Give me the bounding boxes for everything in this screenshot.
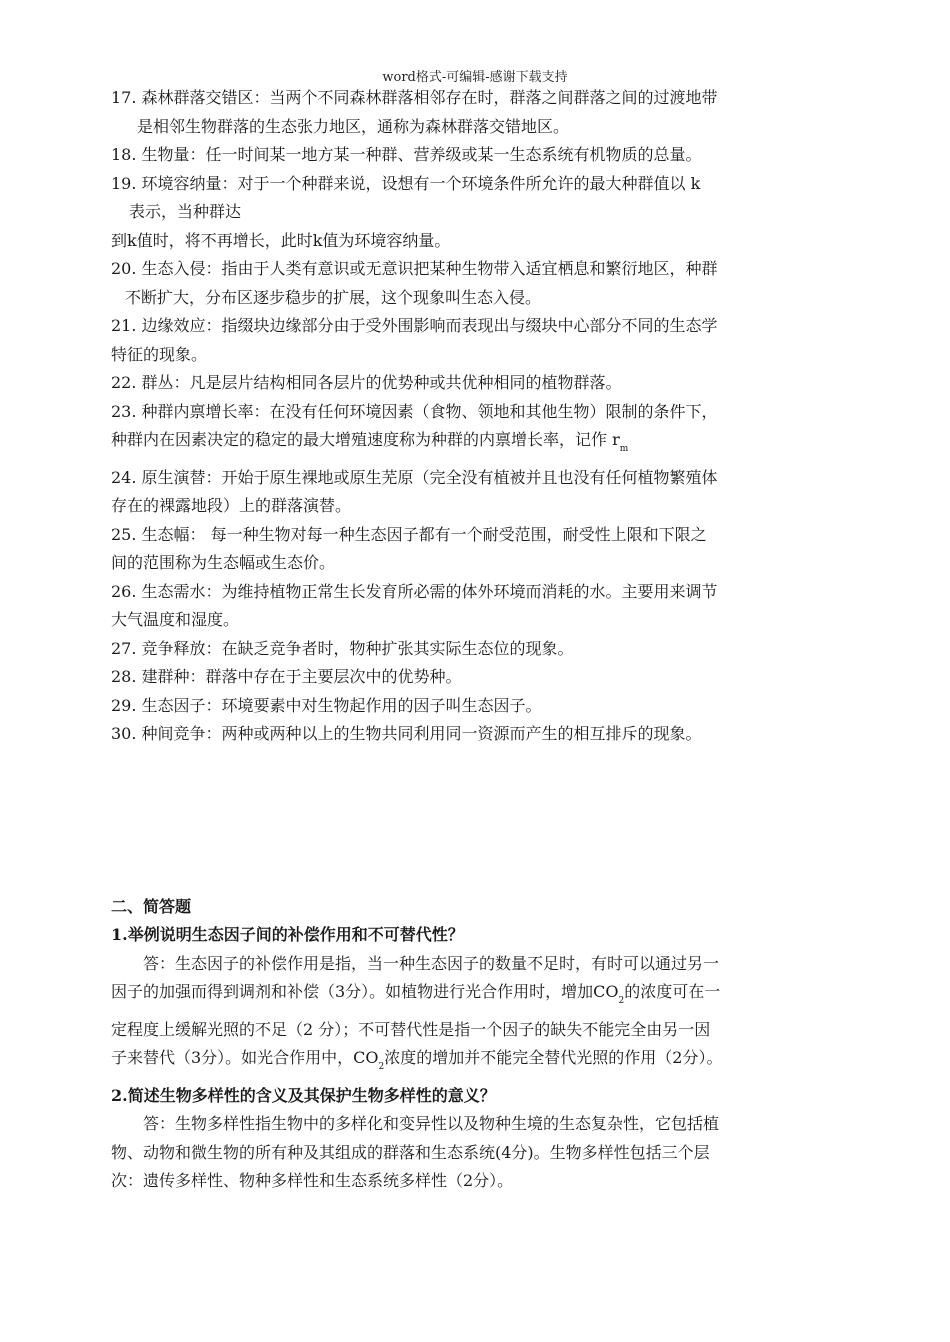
answer-1-line-4 (111, 1044, 841, 1082)
spacer (111, 749, 841, 893)
term-26: 26. 生态需水：为维持植物正常生长发育所必需的体外环境而消耗的水。主要用来调节 (111, 581, 718, 601)
term-27: 27. 竞争释放：在缺乏竞争者时，物种扩张其实际生态位的现象。 (111, 638, 574, 658)
answer-1-line-1: 答：生态因子的补偿作用是指，当一种生态因子的数量不足时，有时可以通过另一 (143, 953, 720, 973)
document-body (111, 84, 841, 1196)
term-29: 29. 生态因子：环境要素中对生物起作用的因子叫生态因子。 (111, 695, 542, 715)
term-26-cont: 大气温度和湿度。 (111, 610, 240, 629)
co2-subscript: 2 (618, 996, 625, 1006)
term-20-cont: 不断扩大，分布区逐步稳步的扩展，这个现象叫生态入侵。 (125, 287, 542, 307)
term-21: 21. 边缘效应：指缀块边缘部分由于受外围影响而表现出与缀块中心部分不同的生态学 (111, 316, 718, 335)
term-23-cont (111, 426, 841, 464)
term-20: 20. 生态入侵：指由于人类有意识或无意识把某种生物带入适宜栖息和繁衍地区，种群 (111, 259, 718, 278)
term-18: 18. 生物量：任一时间某一地方某一种群、营养级或某一生态系统有机物质的总量。 (111, 145, 702, 164)
term-17: 17. 森林群落交错区：当两个不同森林群落相邻存在时，群落之间群落之间的过渡地带 (111, 88, 718, 107)
term-22: 22. 群丛：凡是层片结构相同各层片的优势种或共优种相同的植物群落。 (111, 373, 622, 392)
term-30: 30. 种间竞争：两种或两种以上的生物共同利用同一资源而产生的相互排斥的现象。 (111, 724, 702, 743)
question-2: 2.简述生物多样性的含义及其保护生物多样性的意义？ (111, 1085, 496, 1105)
term-24: 24. 原生演替：开始于原生裸地或原生芜原（完全没有植被并且也没有任何植物繁殖体 (111, 467, 718, 487)
question-1: 1.举例说明生态因子间的补偿作用和不可替代性？ (111, 925, 464, 944)
answer-1-line-2 (111, 978, 841, 1016)
answer-1-line-3: 定程度上缓解光照的不足（2 分）；不可替代性是指一个因子的缺失不能完全由另一因 (111, 1019, 711, 1039)
term-23-text: 种群内在因素决定的稳定的最大增殖速度称为种群的内禀增长率，记作 r (111, 430, 620, 449)
answer-2-line-1: 答：生物多样性指生物中的多样化和变异性以及物种生境的生态复杂性，它包括植 (143, 1114, 720, 1133)
term-23-subscript: m (619, 444, 629, 454)
page-header: word格式-可编辑-感谢下载支持 (382, 70, 568, 85)
term-24-cont: 存在的裸露地段）上的群落演替。 (111, 496, 352, 515)
term-21-cont: 特征的现象。 (111, 344, 208, 364)
term-23: 23. 种群内禀增长率：在没有任何环境因素（食物、领地和其他生物）限制的条件下， (111, 401, 718, 421)
term-25: 25. 生态幅： 每一种生物对每一种生态因子都有一个耐受范围，耐受性上限和下限之 (111, 524, 707, 544)
answer-1-line-4a: 子来替代（3分）。如光合作用中，CO (111, 1048, 379, 1067)
answer-1-line-2a: 因子的加强而得到调剂和补偿（3分）。如植物进行光合作用时，增加CO (111, 982, 619, 1001)
section-title: 二、简答题 (111, 896, 192, 916)
answer-1-line-4b: 浓度的增加并不能完全替代光照的作用（2分）。 (384, 1048, 723, 1067)
term-19: 19. 环境容纳量：对于一个种群来说，设想有一个环境条件所允许的最大种群值以 k (111, 173, 701, 193)
co2-subscript-2: 2 (378, 1062, 385, 1072)
term-28: 28. 建群种：群落中存在于主要层次中的优势种。 (111, 667, 462, 686)
answer-2-line-2: 物、动物和微生物的所有种及其组成的群落和生态系统(4分)。生物多样性包括三个层 (111, 1142, 710, 1162)
term-19-cont2: 到k值时，将不再增长，此时k值为环境容纳量。 (111, 230, 451, 250)
term-25-cont: 间的范围称为生态幅或生态价。 (111, 553, 336, 572)
answer-2-line-3: 次：遗传多样性、物种多样性和生态系统多样性（2分）。 (111, 1171, 514, 1190)
term-17-cont: 是相邻生物群落的生态张力地区，通称为森林群落交错地区。 (137, 116, 570, 136)
answer-1-line-2b: 的浓度可在一 (624, 982, 721, 1001)
term-19-cont: 表示，当种群达 (129, 202, 242, 221)
